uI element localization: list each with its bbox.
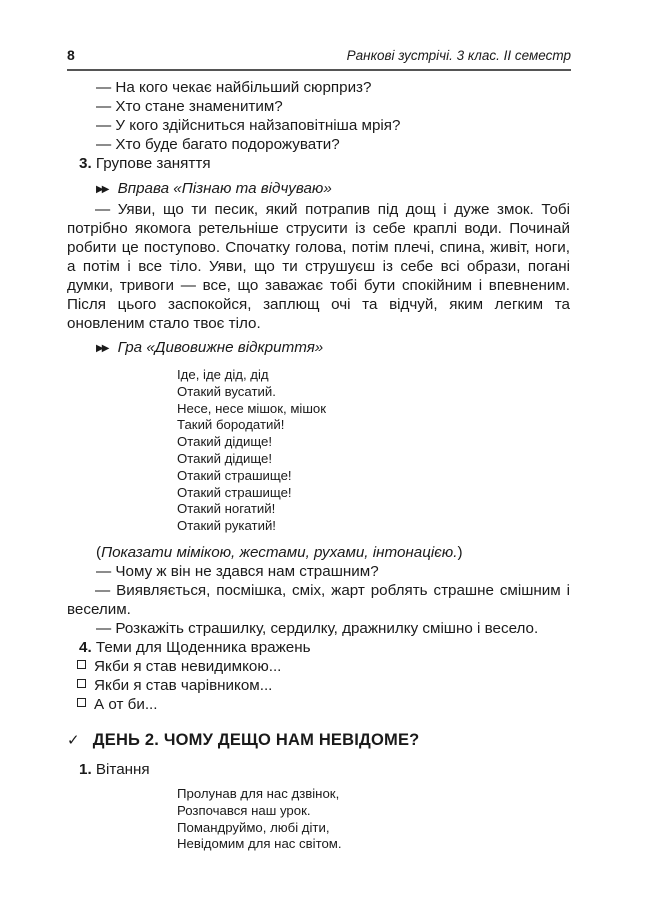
paren-close: )	[457, 544, 463, 561]
square-bullet-icon	[77, 698, 86, 707]
verse-line: Розпочався наш урок.	[177, 802, 311, 818]
question-line: — У кого здійсниться найзаповітніша мрія?	[96, 117, 401, 134]
verse-line: Отакий дідище!	[177, 450, 273, 466]
game-verse	[177, 367, 326, 535]
game-heading	[96, 338, 323, 358]
list-item-text: Якби я став чарівником...	[94, 677, 273, 694]
list-item	[77, 676, 272, 695]
double-arrow-icon: ▶▶	[96, 184, 108, 195]
paren-open: (	[96, 544, 102, 561]
dialogue-line: — Чому ж він не здався нам страшним?	[96, 563, 379, 580]
section-number: 4.	[79, 639, 92, 656]
question-line: — Хто буде багато подорожувати?	[96, 136, 340, 153]
exercise-heading	[96, 179, 332, 199]
question-line: — На кого чекає найбільший сюрприз?	[96, 79, 372, 96]
verse-line: Несе, несе мішок, мішок	[177, 400, 327, 416]
day-title: ДЕНЬ 2. ЧОМУ ДЕЩО НАМ НЕВІДОМЕ?	[92, 731, 420, 749]
list-item-text: Якби я став невидимкою...	[94, 658, 282, 675]
checkmark-icon: ✓	[67, 732, 80, 749]
section-title: Вітання	[95, 761, 150, 778]
instruction-text: Показати мімікою, жестами, рухами, інтонацією.	[101, 544, 458, 561]
instruction-line	[96, 543, 463, 562]
verse-line: Такий бородатий!	[177, 417, 285, 433]
double-arrow-icon: ▶▶	[96, 343, 108, 354]
verse-line: Іде, іде дід, дід	[177, 367, 269, 382]
section-title: Теми для Щоденника вражень	[95, 639, 311, 656]
verse-line: Невідомим для нас світом.	[177, 836, 342, 852]
page-number: 8	[67, 47, 75, 63]
verse-line: Пролунав для нас дзвінок,	[177, 786, 340, 801]
verse-line: Отакий страшище!	[177, 484, 292, 500]
exercise-text: — Уяви, що ти песик, який потрапив під дощ і дуже змок. Тобі потрібно якомога ретельніше струсити із себе краплі води. Починай робити це поступово. Спочатку голова, потім плечі, спина, живіт, ноги, а потім і все тіло. Уяви, що ти струшуєш із себе всі образи, погані думки, тривоги — все, що заважає тобі бути спокійним і впевненим. Після цього заспокойся, заплющ очі та відчуй, яким легким та оновленим стало твоє тіло.	[67, 201, 570, 332]
dialogue-line: — Розкажіть страшилку, сердилку, дражнилку смішно і весело.	[96, 620, 539, 637]
header-rule	[67, 69, 571, 71]
exercise-title: Вправа «Пізнаю та відчуваю»	[117, 180, 332, 197]
section-heading-1	[79, 760, 150, 779]
square-bullet-icon	[77, 660, 86, 669]
verse-line: Отакий страшище!	[177, 467, 292, 483]
list-item	[77, 695, 157, 714]
verse-line: Отакий дідище!	[177, 434, 273, 450]
running-title: Ранкові зустрічі. 3 клас. ІІ семестр	[346, 48, 571, 63]
verse-line: Отакий ногатий!	[177, 501, 276, 517]
dialogue-line: — Виявляється, посмішка, сміх, жарт роблять страшне смішним і веселим.	[67, 582, 570, 618]
verse-line: Помандруймо, любі діти,	[177, 819, 330, 835]
question-line: — Хто стане знаменитим?	[96, 98, 283, 115]
section-number: 1.	[79, 761, 92, 778]
square-bullet-icon	[77, 679, 86, 688]
section-heading-4	[79, 638, 311, 657]
day-heading	[67, 731, 419, 750]
verse-line: Отакий вусатий.	[177, 383, 276, 399]
list-item	[77, 657, 281, 676]
section-heading-3	[79, 154, 211, 173]
list-item-text: А от би...	[94, 696, 158, 713]
greeting-verse	[177, 786, 342, 853]
page-header	[67, 47, 571, 69]
section-number: 3.	[79, 155, 92, 172]
section-title: Групове заняття	[95, 155, 211, 172]
verse-line: Отакий рукатий!	[177, 518, 276, 534]
game-title: Гра «Дивовижне відкриття»	[117, 339, 324, 356]
